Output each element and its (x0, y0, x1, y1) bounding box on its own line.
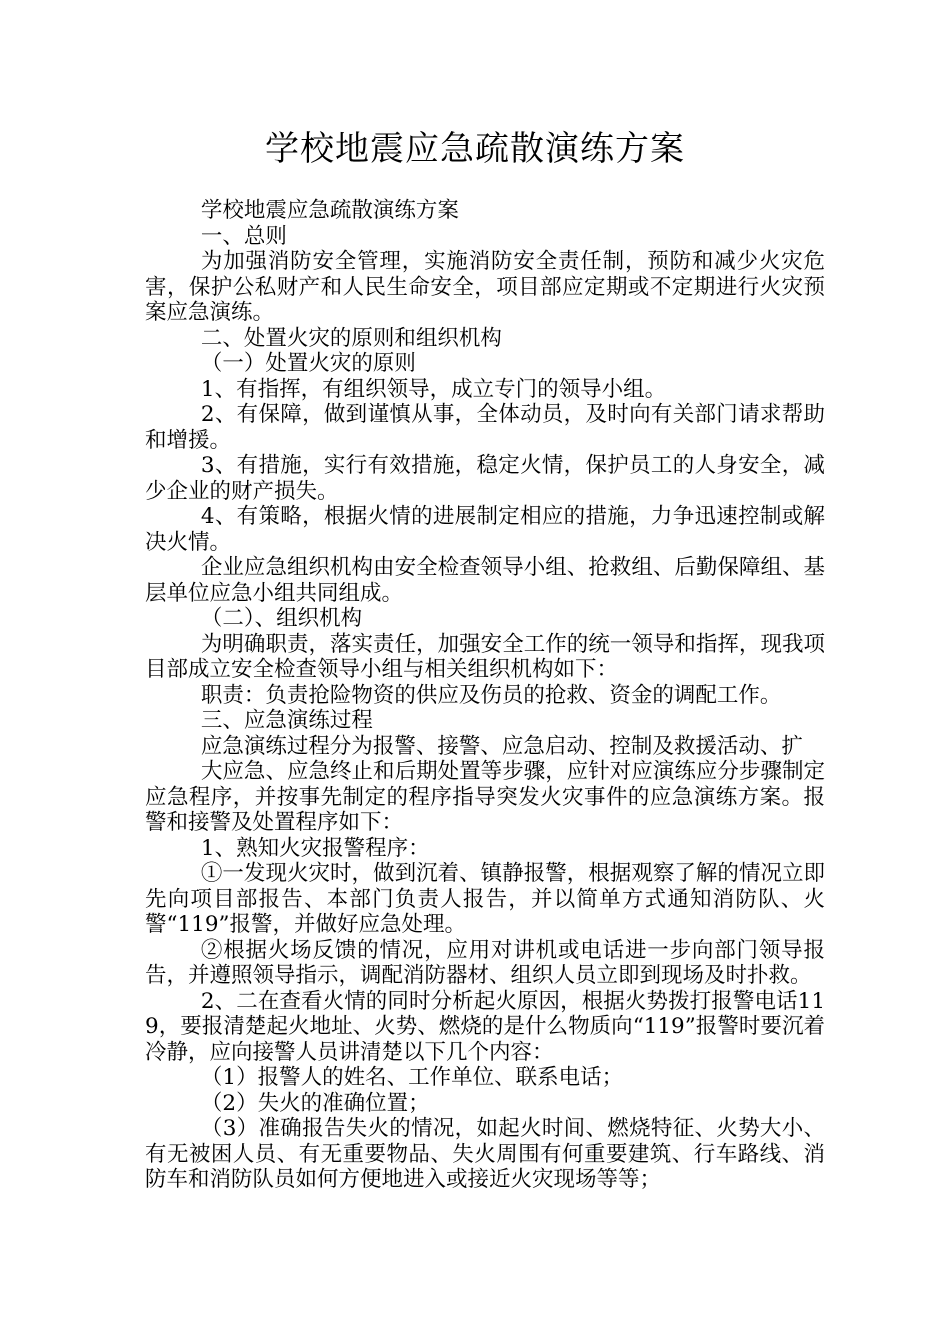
paragraph: 职责：负责抢险物资的供应及伤员的抢救、资金的调配工作。 (200, 682, 782, 708)
list-item: 1、有指挥，有组织领导，成立专门的领导小组。 (200, 376, 667, 402)
section-heading-drill: 三、应急演练过程 (200, 708, 373, 733)
list-item: 2、有保障，做到谨慎从事，全体动员，及时向有关部门请求帮助和增援。 (145, 402, 825, 453)
list-item: 1、熟知火灾报警程序： (200, 835, 430, 861)
paragraph: 为明确职责，落实责任，加强安全工作的统一领导和指挥，现我项目部成立安全检查领导小组与相关组织机构如下： (145, 631, 825, 682)
list-item: 4、有策略，根据火情的进展制定相应的措施，力争迅速控制或解决火情。 (145, 504, 825, 555)
paragraph: 应急演练过程分为报警、接警、应急启动、控制及救援活动、扩 (200, 733, 803, 759)
list-item: （1）报警人的姓名、工作单位、联系电话； (200, 1065, 624, 1090)
section-heading-principles: 二、处置火灾的原则和组织机构 (200, 325, 502, 351)
list-item: （3）准确报告失火的情况，如起火时间、燃烧特征、火势大小、有无被困人员、有无重要物品、失火周围有何重要建筑、行车路线、消防车和消防队员如何方便地进入或接近火灾现场等等； (145, 1116, 825, 1192)
subsection-heading: （二）、组织机构 (200, 606, 363, 631)
paragraph: 企业应急组织机构由安全检查领导小组、抢救组、后勤保障组、基层单位应急小组共同组成。 (145, 555, 825, 606)
paragraph-subtitle: 学校地震应急疏散演练方案 (200, 198, 459, 223)
list-item: 2、二在查看火情的同时分析起火原因，根据火势拨打报警电话119，要报清楚起火地址、火势、燃烧的是什么物质向“119”报警时要沉着冷静，应向接警人员讲清楚以下几个内容： (145, 988, 825, 1065)
document-body (145, 198, 825, 1193)
subsection-heading: （一）处置火灾的原则 (200, 351, 416, 376)
list-item: ②根据火场反馈的情况，应用对讲机或电话进一步向部门领导报告，并遵照领导指示，调配消防器材、组织人员立即到现场及时扑救。 (145, 937, 825, 988)
document-title: 学校地震应急疏散演练方案 (265, 129, 685, 169)
list-item: 3、有措施，实行有效措施，稳定火情，保护员工的人身安全，减少企业的财产损失。 (145, 453, 825, 504)
paragraph: 大应急、应急终止和后期处置等步骤，应针对应演练应分步骤制定应急程序，并按事先制定的程序指导突发火灾事件的应急演练方案。报警和接警及处置程序如下： (145, 759, 825, 835)
section-heading-general: 一、总则 (200, 223, 287, 249)
list-item: （2）失火的准确位置； (200, 1090, 430, 1116)
paragraph: 为加强消防安全管理，实施消防安全责任制，预防和减少火灾危害，保护公私财产和人民生命安全，项目部应定期或不定期进行火灾预案应急演练。 (145, 249, 825, 325)
list-item: ①一发现火灾时，做到沉着、镇静报警，根据观察了解的情况立即先向项目部报告、本部门负责人报告，并以简单方式通知消防队、火警“119”报警，并做好应急处理。 (145, 861, 825, 937)
